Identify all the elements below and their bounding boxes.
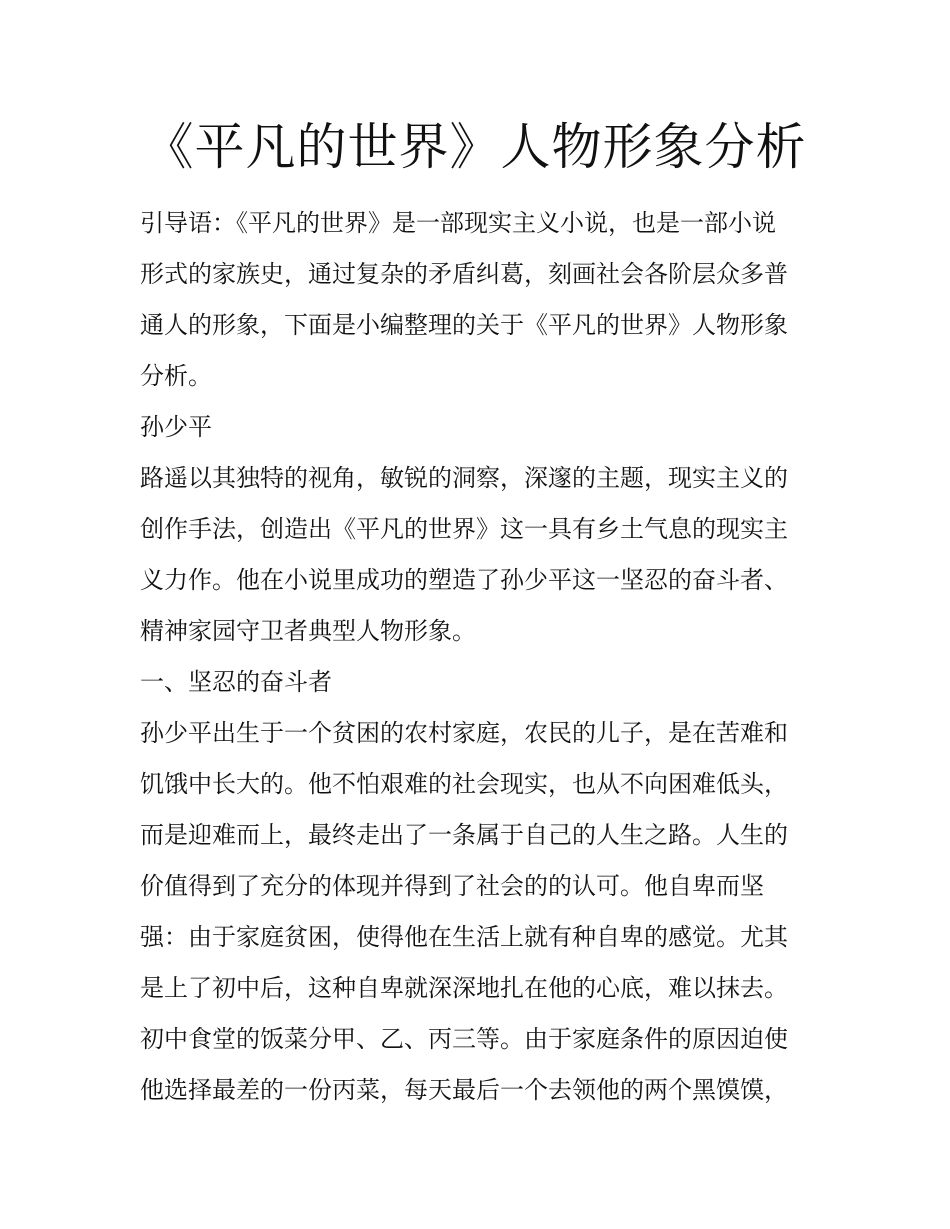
paragraph-line: 强：由于家庭贫困，使得他在生活上就有种自卑的感觉。尤其 [140, 923, 788, 951]
section-heading: 孙少平 [140, 413, 212, 441]
paragraph-line: 形式的家族史，通过复杂的矛盾纠葛，刻画社会各阶层众多普 [140, 260, 788, 288]
document-title: 《平凡的世界》人物形象分析 [143, 118, 807, 176]
paragraph-line: 价值得到了充分的体现并得到了社会的的认可。他自卑而坚 [140, 872, 764, 900]
paragraph-line: 他选择最差的一份丙菜，每天最后一个去领他的两个黑馍馍， [140, 1076, 788, 1104]
paragraph-line: 路遥以其独特的视角，敏锐的洞察，深邃的主题，现实主义的 [140, 464, 788, 492]
paragraph-line: 是上了初中后，这种自卑就深深地扎在他的心底，难以抹去。 [140, 974, 788, 1002]
paragraph-line: 饥饿中长大的。他不怕艰难的社会现实，也从不向困难低头， [140, 770, 788, 798]
paragraph-line: 初中食堂的饭菜分甲、乙、丙三等。由于家庭条件的原因迫使 [140, 1025, 788, 1053]
paragraph-line: 引导语：《平凡的世界》是一部现实主义小说，也是一部小说 [140, 209, 776, 237]
paragraph-line: 义力作。他在小说里成功的塑造了孙少平这一坚忍的奋斗者、 [140, 566, 788, 594]
paragraph-line: 孙少平出生于一个贫困的农村家庭，农民的儿子，是在苦难和 [140, 719, 788, 747]
paragraph-line: 创作手法，创造出《平凡的世界》这一具有乡土气息的现实主 [140, 515, 788, 543]
section-heading: 一、坚忍的奋斗者 [140, 668, 332, 696]
paragraph-line: 通人的形象，下面是小编整理的关于《平凡的世界》人物形象 [140, 311, 788, 339]
paragraph-line: 而是迎难而上，最终走出了一条属于自己的人生之路。人生的 [140, 821, 788, 849]
paragraph-line: 分析。 [140, 362, 212, 390]
paragraph-line: 精神家园守卫者典型人物形象。 [140, 617, 476, 645]
document-body [140, 198, 812, 1116]
